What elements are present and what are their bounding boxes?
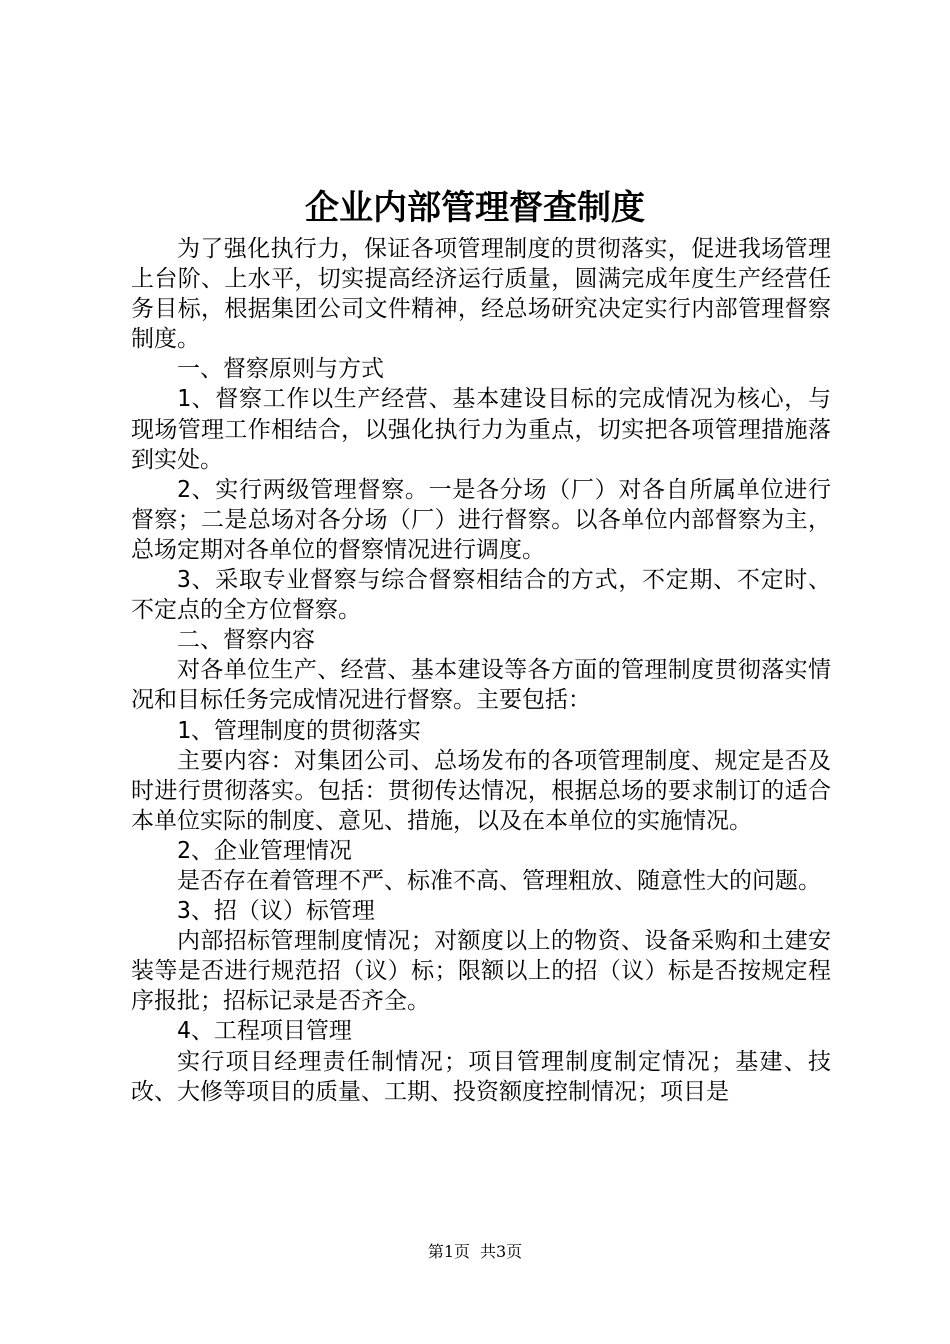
subsection-heading: 2、企业管理情况	[177, 837, 352, 864]
paragraph: 内部招标管理制度情况；对额度以上的物资、设备采购和土建安装等是否进行规范招（议）标；限额以上的招（议）标是否按规定程序报批；招标记录是否齐全。	[131, 928, 831, 1015]
page-number: 第1页	[427, 1242, 470, 1261]
paragraph: 2、实行两级管理督察。一是各分场（厂）对各自所属单位进行督察；二是总场对各分场（厂）进行督察。以各单位内部督察为主，总场定期对各单位的督察情况进行调度。	[131, 476, 831, 563]
subsection-heading: 1、管理制度的贯彻落实	[177, 717, 421, 744]
page-footer	[0, 1240, 950, 1264]
paragraph: 3、采取专业督察与综合督察相结合的方式，不定期、不定时、不定点的全方位督察。	[131, 567, 831, 624]
subsection-heading: 4、工程项目管理	[177, 1018, 352, 1045]
page-total: 共3页	[480, 1242, 523, 1261]
paragraph: 是否存在着管理不严、标准不高、管理粗放、随意性大的问题。	[177, 867, 821, 894]
paragraph: 主要内容：对集团公司、总场发布的各项管理制度、规定是否及时进行贯彻落实。包括：贯彻传达情况，根据总场的要求制订的适合本单位实际的制度、意见、措施，以及在本单位的实施情况。	[131, 747, 831, 834]
subsection-heading: 3、招（议）标管理	[177, 898, 375, 925]
section-heading: 二、督察内容	[177, 627, 315, 654]
paragraph: 1、督察工作以生产经营、基本建设目标的完成情况为核心，与现场管理工作相结合，以强化执行力为重点，切实把各项管理措施落到实处。	[131, 386, 831, 473]
paragraph: 对各单位生产、经营、基本建设等各方面的管理制度贯彻落实情况和目标任务完成情况进行督察。主要包括：	[131, 657, 831, 714]
section-heading: 一、督察原则与方式	[177, 356, 384, 383]
document-title: 企业内部管理督查制度	[305, 188, 645, 228]
paragraph: 实行项目经理责任制情况；项目管理制度制定情况；基建、技改、大修等项目的质量、工期、投资额度控制情况；项目是	[131, 1048, 831, 1105]
paragraph: 为了强化执行力，保证各项管理制度的贯彻落实，促进我场管理上台阶、上水平，切实提高经济运行质量，圆满完成年度生产经营任务目标，根据集团公司文件精神，经总场研究决定实行内部管理督察制度。	[131, 236, 831, 353]
document-body	[131, 234, 831, 1107]
